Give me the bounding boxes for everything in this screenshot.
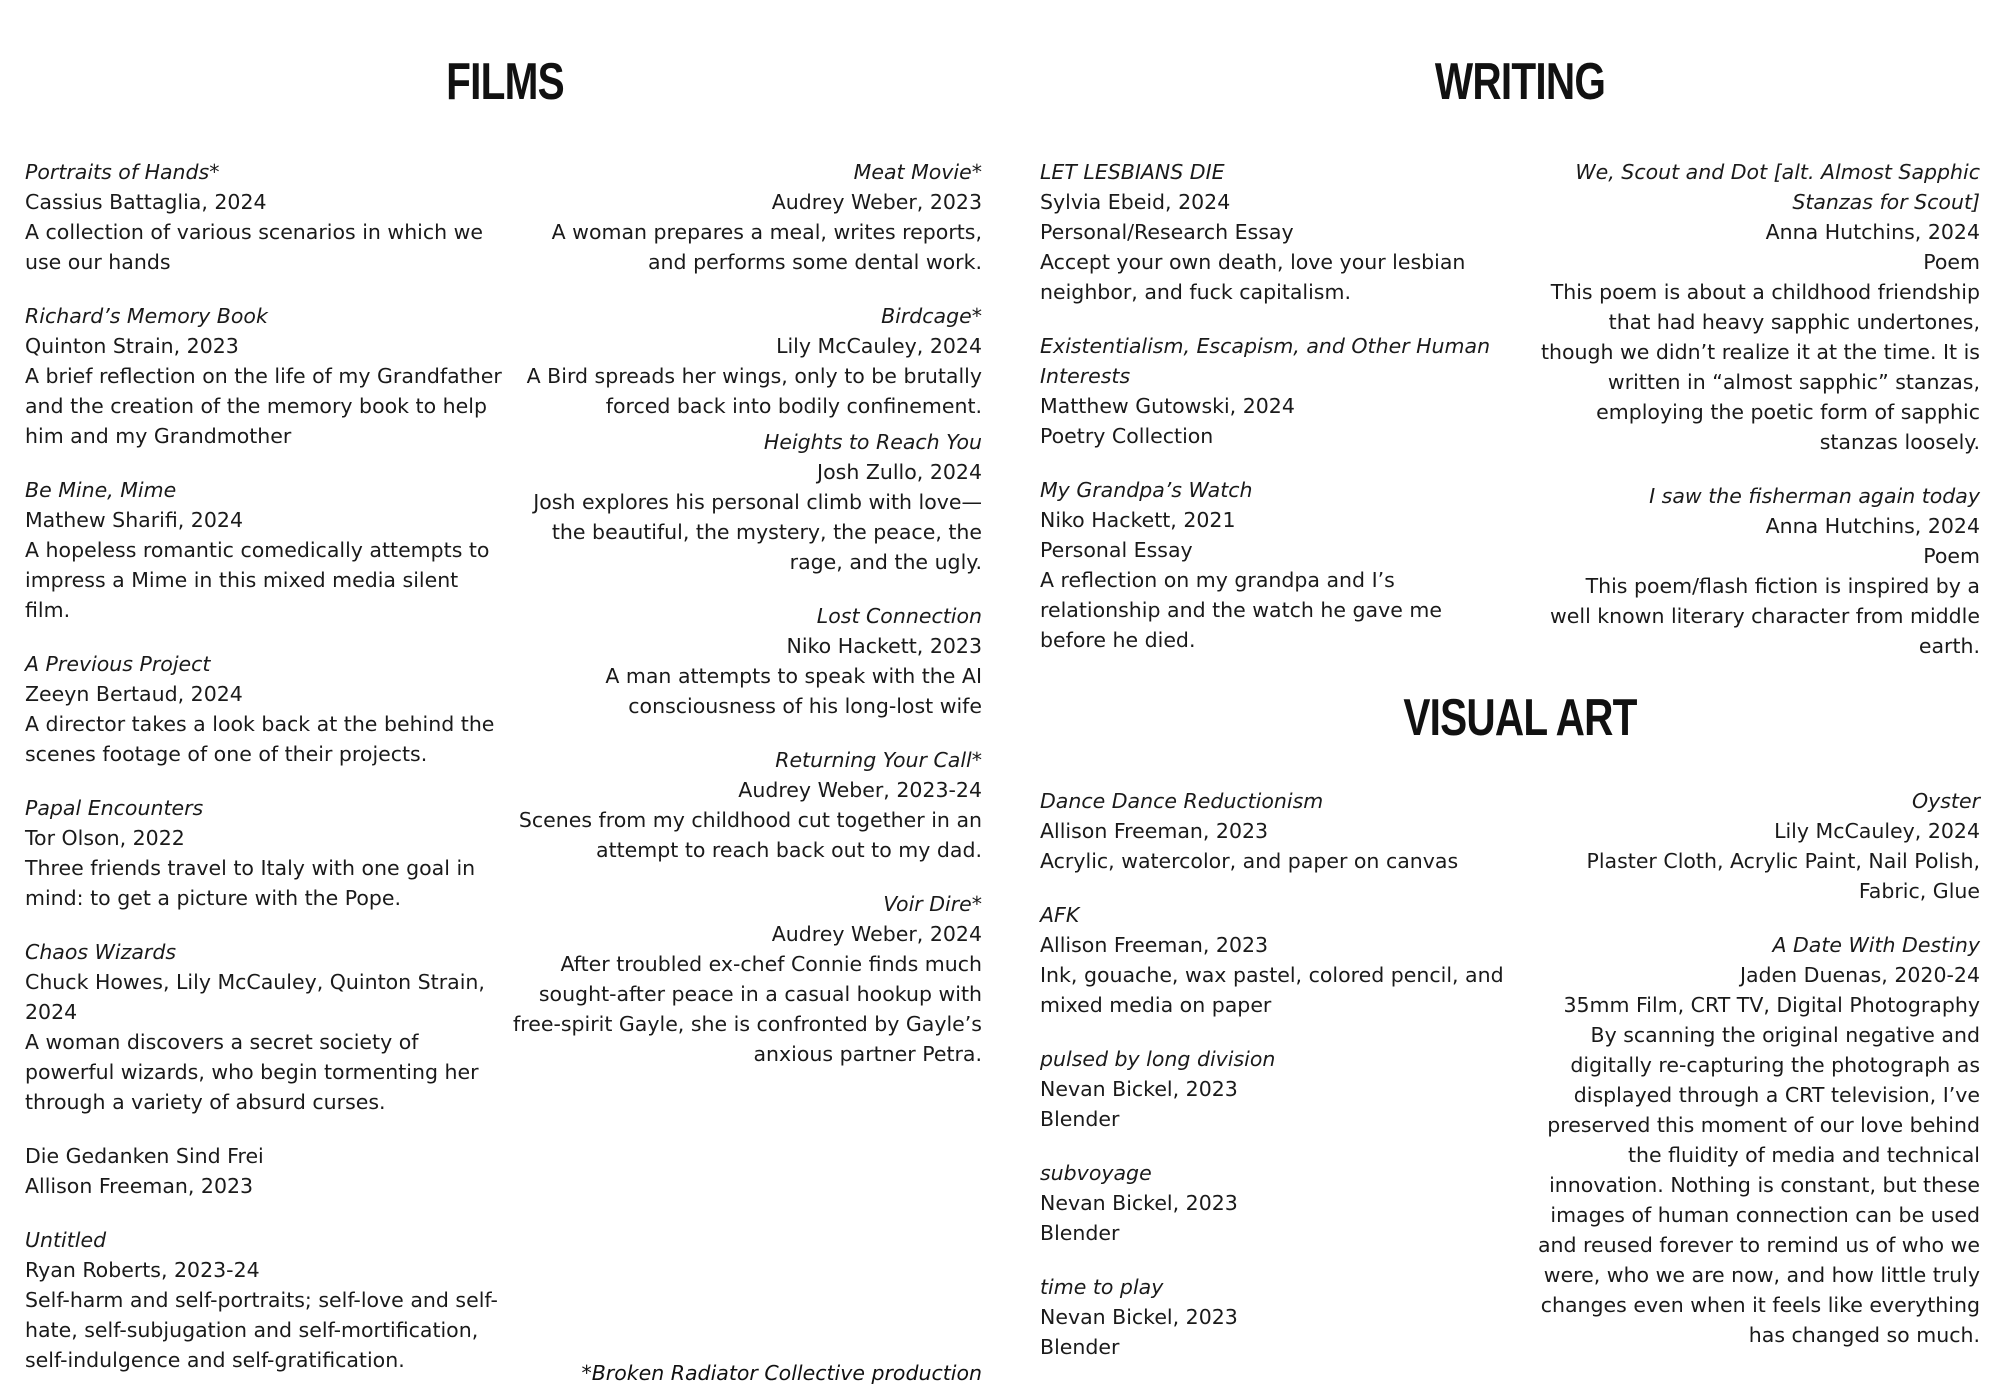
writing-entry xyxy=(1040,157,1510,307)
film-credit: Chuck Howes, Lily McCauley, Quinton Strain, 2024 xyxy=(25,970,485,1024)
writing-description: Accept your own death, love your lesbian neighbor, and fuck capitalism. xyxy=(1040,250,1466,304)
film-entry xyxy=(25,937,505,1117)
film-description: A brief reflection on the life of my Grandfather and the creation of the memory book to help him and my Grandmother xyxy=(25,364,502,448)
artwork-medium: Plaster Cloth, Acrylic Paint, Nail Polish, Fabric, Glue xyxy=(1586,849,1980,903)
film-entry xyxy=(510,601,982,721)
film-title: Heights to Reach You xyxy=(763,430,982,454)
artwork-credit: Allison Freeman, 2023 xyxy=(1040,933,1269,957)
artwork-entry xyxy=(1520,786,1980,906)
artwork-medium: Blender xyxy=(1040,1107,1120,1131)
writing-title: LET LESBIANS DIE xyxy=(1040,160,1225,184)
film-credit: Allison Freeman, 2023 xyxy=(25,1174,254,1198)
film-entry xyxy=(25,475,505,625)
artwork-entry xyxy=(1040,1158,1510,1248)
film-credit: Zeeyn Bertaud, 2024 xyxy=(25,682,243,706)
film-entry xyxy=(25,649,505,769)
film-title: Returning Your Call* xyxy=(775,748,982,772)
production-footnote: *Broken Radiator Collective production xyxy=(581,1361,982,1385)
film-entry xyxy=(510,157,982,277)
film-title: Papal Encounters xyxy=(25,796,204,820)
writing-type: Personal/Research Essay xyxy=(1040,220,1294,244)
artwork-credit: Nevan Bickel, 2023 xyxy=(1040,1305,1238,1329)
writing-left-column xyxy=(1040,157,1510,679)
writing-credit: Anna Hutchins, 2024 xyxy=(1765,514,1980,538)
film-credit: Audrey Weber, 2024 xyxy=(771,922,982,946)
film-description: A woman discovers a secret society of powerful wizards, who begin tormenting her through a variety of absurd curses. xyxy=(25,1030,479,1114)
artwork-entry xyxy=(1040,1272,1510,1362)
film-entry xyxy=(25,1225,505,1375)
film-entry xyxy=(25,1141,505,1201)
film-description: Three friends travel to Italy with one goal in mind: to get a picture with the Pope. xyxy=(25,856,476,910)
artwork-medium: Acrylic, watercolor, and paper on canvas xyxy=(1040,849,1459,873)
film-entry xyxy=(510,301,982,421)
visual-art-left-column xyxy=(1040,786,1510,1386)
writing-description: This poem/flash fiction is inspired by a well known literary character from middle earth. xyxy=(1550,574,1980,658)
film-description: A director takes a look back at the behind the scenes footage of one of their projects. xyxy=(25,712,495,766)
film-description: A hopeless romantic comedically attempts to impress a Mime in this mixed media silent film. xyxy=(25,538,490,622)
writing-description: A reflection on my grandpa and I’s relationship and the watch he gave me before he died. xyxy=(1040,568,1442,652)
writing-credit: Anna Hutchins, 2024 xyxy=(1765,220,1980,244)
writing-entry xyxy=(1040,331,1510,451)
writing-credit: Sylvia Ebeid, 2024 xyxy=(1040,190,1231,214)
film-title: Birdcage* xyxy=(881,304,982,328)
artwork-title: A Date With Destiny xyxy=(1772,933,1980,957)
artwork-title: subvoyage xyxy=(1040,1161,1152,1185)
film-description: A Bird spreads her wings, only to be brutally forced back into bodily confinement. xyxy=(526,364,982,418)
artwork-statement: By scanning the original negative and digitally re-capturing the photograph as displayed through a CRT television, I’ve preserved this moment of our love behind the fluidity of media and technical innovation. Nothing is constant, but these images of human connection can be used and reused forever to remind us of who we were, who we are now, and how little truly changes even when it feels like everything has changed so much. xyxy=(1537,1023,1980,1347)
film-description: A man attempts to speak with the AI consciousness of his long-lost wife xyxy=(605,664,982,718)
film-entry xyxy=(510,745,982,865)
film-entry xyxy=(25,793,505,913)
film-title: Voir Dire* xyxy=(883,892,982,916)
artwork-credit: Lily McCauley, 2024 xyxy=(1774,819,1980,843)
writing-type: Personal Essay xyxy=(1040,538,1193,562)
film-title: Portraits of Hands* xyxy=(25,160,220,184)
artwork-medium: Blender xyxy=(1040,1335,1120,1359)
artwork-title: Oyster xyxy=(1911,789,1980,813)
film-description: After troubled ex-chef Connie finds much sought-after peace in a casual hookup with free-spirit Gayle, she is confronted by Gayle’s anxious partner Petra. xyxy=(513,952,982,1066)
artwork-entry xyxy=(1520,930,1980,1350)
writing-credit: Niko Hackett, 2021 xyxy=(1040,508,1236,532)
writing-type: Poem xyxy=(1923,544,1980,568)
writing-title: I saw the fisherman again today xyxy=(1649,484,1980,508)
artwork-credit: Nevan Bickel, 2023 xyxy=(1040,1077,1238,1101)
film-title: Be Mine, Mime xyxy=(25,478,177,502)
film-title: Meat Movie* xyxy=(853,160,982,184)
film-credit: Cassius Battaglia, 2024 xyxy=(25,190,267,214)
film-description: Self-harm and self-portraits; self-love and self-hate, self-subjugation and self-mortification, self-indulgence and self-gratification. xyxy=(25,1288,498,1372)
film-credit: Tor Olson, 2022 xyxy=(25,826,185,850)
writing-title: My Grandpa’s Watch xyxy=(1040,478,1253,502)
film-credit: Lily McCauley, 2024 xyxy=(776,334,982,358)
artwork-medium: 35mm Film, CRT TV, Digital Photography xyxy=(1563,993,1980,1017)
film-description: Scenes from my childhood cut together in an attempt to reach back out to my dad. xyxy=(518,808,982,862)
film-title: Lost Connection xyxy=(816,604,982,628)
film-entry xyxy=(510,427,982,577)
film-credit: Josh Zullo, 2024 xyxy=(817,460,982,484)
visual-art-right-column xyxy=(1520,786,1980,1374)
film-title: Die Gedanken Sind Frei xyxy=(25,1144,264,1168)
film-title: A Previous Project xyxy=(25,652,211,676)
writing-entry xyxy=(1540,481,1980,661)
writing-heading: WRITING xyxy=(1434,53,1606,111)
writing-title: Existentialism, Escapism, and Other Human Interests xyxy=(1040,334,1491,388)
writing-title: We, Scout and Dot [alt. Almost Sapphic Stanzas for Scout] xyxy=(1575,160,1980,214)
writing-credit: Matthew Gutowski, 2024 xyxy=(1040,394,1295,418)
film-title: Richard’s Memory Book xyxy=(25,304,268,328)
writing-type: Poem xyxy=(1923,250,1980,274)
films-heading: FILMS xyxy=(446,53,564,111)
film-credit: Niko Hackett, 2023 xyxy=(786,634,982,658)
visual-art-heading: VISUAL ART xyxy=(1403,689,1637,747)
artwork-medium: Ink, gouache, wax pastel, colored pencil, and mixed media on paper xyxy=(1040,963,1504,1017)
film-title: Untitled xyxy=(25,1228,107,1252)
film-description: Josh explores his personal climb with love— the beautiful, the mystery, the peace, the rage, and the ugly. xyxy=(533,490,982,574)
artwork-entry xyxy=(1040,900,1510,1020)
artwork-title: Dance Dance Reductionism xyxy=(1040,789,1324,813)
artwork-title: pulsed by long division xyxy=(1040,1047,1276,1071)
artwork-medium: Blender xyxy=(1040,1221,1120,1245)
writing-entry xyxy=(1040,475,1510,655)
film-credit: Quinton Strain, 2023 xyxy=(25,334,239,358)
film-credit: Audrey Weber, 2023 xyxy=(771,190,982,214)
film-description: A woman prepares a meal, writes reports, and performs some dental work. xyxy=(551,220,982,274)
film-description: A collection of various scenarios in which we use our hands xyxy=(25,220,484,274)
film-entry xyxy=(510,889,982,1069)
film-credit: Mathew Sharifi, 2024 xyxy=(25,508,243,532)
films-left-column xyxy=(25,157,505,1399)
artwork-title: time to play xyxy=(1040,1275,1164,1299)
artwork-credit: Jaden Duenas, 2020-24 xyxy=(1739,963,1980,987)
film-credit: Ryan Roberts, 2023-24 xyxy=(25,1258,260,1282)
films-right-column xyxy=(510,157,982,1093)
film-entry xyxy=(25,301,505,451)
writing-description: This poem is about a childhood friendship that had heavy sapphic undertones, though we didn’t realize it at the time. It is written in “almost sapphic” stanzas, employing the poetic form of sapphic stanzas loosely. xyxy=(1540,280,1980,454)
film-entry xyxy=(25,157,505,277)
film-credit: Audrey Weber, 2023-24 xyxy=(738,778,982,802)
film-title: Chaos Wizards xyxy=(25,940,177,964)
writing-entry xyxy=(1540,157,1980,457)
artwork-entry xyxy=(1040,786,1510,876)
artwork-credit: Nevan Bickel, 2023 xyxy=(1040,1191,1238,1215)
artwork-entry xyxy=(1040,1044,1510,1134)
writing-right-column xyxy=(1540,157,1980,685)
artwork-title: AFK xyxy=(1040,903,1080,927)
writing-type: Poetry Collection xyxy=(1040,424,1214,448)
artwork-credit: Allison Freeman, 2023 xyxy=(1040,819,1269,843)
